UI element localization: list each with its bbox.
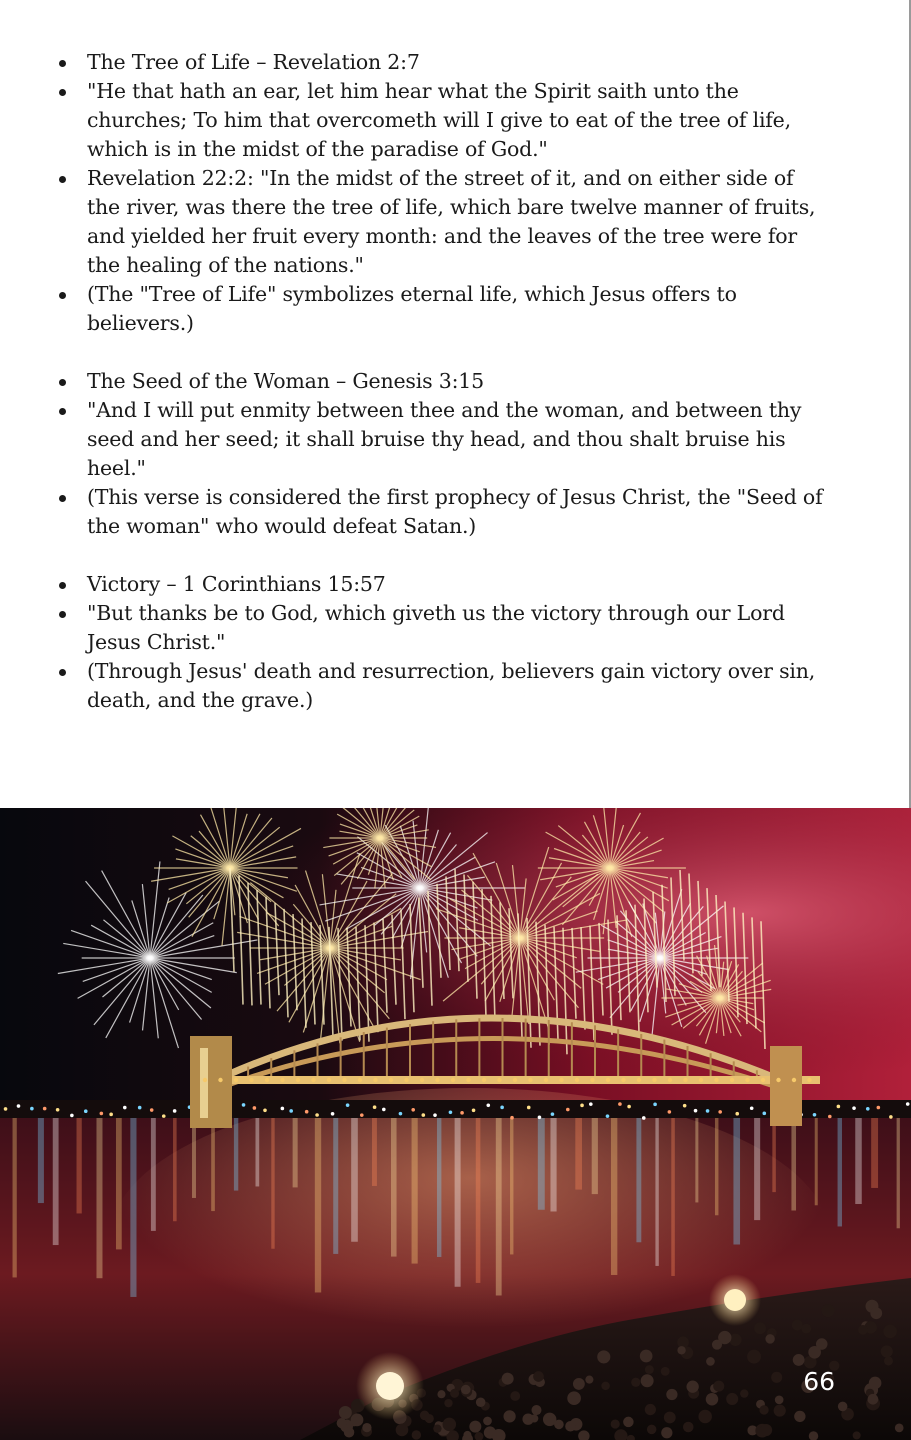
shore-light: [305, 1110, 309, 1114]
light-streak: [13, 1118, 17, 1277]
shore-light: [642, 1116, 646, 1120]
shore-light: [173, 1109, 177, 1113]
crowd-head: [597, 1350, 610, 1363]
crowd-head: [554, 1420, 564, 1430]
shore-light: [866, 1107, 870, 1111]
crowd-head: [838, 1402, 848, 1412]
crowd-head: [774, 1405, 786, 1417]
shore-light: [906, 1102, 910, 1106]
list-item: Victory – 1 Corinthians 15:57: [58, 570, 828, 599]
crowd-head: [565, 1421, 576, 1432]
shore-light: [411, 1108, 415, 1112]
shore-light: [56, 1108, 60, 1112]
crowd-head: [585, 1376, 593, 1384]
deck-light: [203, 1078, 207, 1082]
crowd-head: [443, 1418, 457, 1432]
crowd-head: [712, 1340, 722, 1350]
light-streak: [315, 1118, 321, 1292]
crowd-head: [740, 1389, 748, 1397]
crowd-head: [623, 1417, 634, 1428]
crowd-head: [631, 1378, 640, 1387]
crowd-head: [337, 1418, 347, 1428]
light-streak: [333, 1118, 338, 1254]
list-item: (This verse is considered the first prophecy of Jesus Christ, the "Seed of the woman" who would defeat Satan.): [58, 483, 828, 541]
light-streak: [53, 1118, 59, 1245]
text-content: [58, 48, 828, 744]
shore-light: [706, 1109, 710, 1113]
light-streak: [611, 1118, 617, 1275]
deck-light: [451, 1078, 455, 1082]
deck-light: [606, 1078, 610, 1082]
deck-light: [668, 1078, 672, 1082]
section-victory: [58, 570, 828, 715]
shore-light: [449, 1110, 453, 1114]
shore-light: [828, 1115, 832, 1119]
light-streak: [412, 1118, 418, 1264]
crowd-head: [573, 1378, 585, 1390]
crowd-head: [853, 1431, 861, 1439]
light-streak: [791, 1118, 796, 1211]
shore-light: [373, 1105, 377, 1109]
light-streak: [391, 1118, 397, 1257]
crowd-head: [792, 1320, 803, 1331]
crowd-head: [469, 1421, 481, 1433]
crowd-head: [362, 1423, 371, 1432]
deck-light: [730, 1078, 734, 1082]
crowd-head: [531, 1405, 541, 1415]
crowd-head: [463, 1431, 471, 1439]
crowd-head: [412, 1430, 421, 1439]
shore-light: [162, 1114, 166, 1118]
deck-light: [234, 1078, 238, 1082]
crowd-head: [339, 1406, 352, 1419]
shore-light: [606, 1114, 610, 1118]
section-tree-of-life: [58, 48, 828, 338]
deck-light: [652, 1078, 656, 1082]
shore-light: [399, 1112, 403, 1116]
list-item: Revelation 22:2: "In the midst of the street of it, and on either side of the river, was there the tree of life, which bare twelve manner of fruits, and yielded her fruit every month: and the leaves of the tree were for the healing of the nations.": [58, 164, 828, 280]
crowd-head: [760, 1424, 772, 1436]
light-streak: [151, 1118, 156, 1231]
crowd-head: [461, 1385, 471, 1395]
deck-light: [466, 1078, 470, 1082]
light-streak: [592, 1118, 598, 1194]
shore-light: [877, 1106, 881, 1110]
light-streak: [838, 1118, 842, 1226]
light-streak: [372, 1118, 377, 1186]
list-item: The Seed of the Woman – Genesis 3:15: [58, 367, 828, 396]
light-streak: [496, 1118, 502, 1295]
light-streak: [293, 1118, 298, 1187]
light-streak: [211, 1118, 215, 1211]
deck-light: [389, 1078, 393, 1082]
crowd-head: [483, 1417, 492, 1426]
shore-light: [422, 1113, 426, 1117]
deck-light: [327, 1078, 331, 1082]
deck-light: [559, 1078, 563, 1082]
crowd-head: [433, 1424, 441, 1432]
deck-light: [435, 1078, 439, 1082]
crowd-head: [444, 1399, 452, 1407]
crowd-head: [502, 1373, 514, 1385]
list-item: "And I will put enmity between thee and the woman, and between thy seed and her seed; it shall bruise thy head, and thou shalt bruise his heel.": [58, 396, 828, 483]
shore-light: [813, 1113, 817, 1117]
deck-light: [482, 1078, 486, 1082]
light-streak: [271, 1118, 274, 1249]
crowd-head: [647, 1425, 656, 1434]
shore-light: [360, 1113, 364, 1117]
shore-light: [382, 1108, 386, 1112]
crowd-head: [476, 1397, 486, 1407]
deck-light: [761, 1078, 765, 1082]
crowd-head: [754, 1322, 766, 1334]
shore-light: [346, 1103, 350, 1107]
shore-light: [70, 1114, 74, 1118]
shore-light: [281, 1107, 285, 1111]
crowd-head: [641, 1374, 654, 1387]
shore-light: [589, 1102, 593, 1106]
deck-light: [683, 1078, 687, 1082]
deck-light: [420, 1078, 424, 1082]
deck-light: [776, 1078, 780, 1082]
crowd-head: [437, 1390, 445, 1398]
crowd-head: [794, 1411, 805, 1422]
light-streak: [173, 1118, 177, 1221]
deck-light: [280, 1078, 284, 1082]
light-streak: [476, 1118, 481, 1283]
crowd-head: [611, 1419, 620, 1428]
crowd-head: [759, 1405, 768, 1414]
deck-light: [497, 1078, 501, 1082]
light-streak: [550, 1118, 556, 1211]
fireworks-harbour-bridge-photo: [0, 808, 911, 1440]
list-item: "He that hath an ear, let him hear what the Spirit saith unto the churches; To him that overcometh will I give to eat of the tree of life, which is in the midst of the paradise of God.": [58, 77, 828, 164]
crowd-head: [567, 1391, 581, 1405]
shore-light: [837, 1105, 841, 1109]
shore-light: [4, 1107, 8, 1111]
shore-light: [694, 1109, 698, 1113]
deck-light: [544, 1078, 548, 1082]
list-item: "But thanks be to God, which giveth us the victory through our Lord Jesus Christ.": [58, 599, 828, 657]
crowd-head: [713, 1381, 724, 1392]
light-streak: [575, 1118, 582, 1190]
shore-light: [263, 1109, 267, 1113]
list-item: The Tree of Life – Revelation 2:7: [58, 48, 828, 77]
crowd-head: [351, 1413, 364, 1426]
shore-light: [460, 1111, 464, 1115]
shore-light: [527, 1106, 531, 1110]
shore-light: [852, 1106, 856, 1110]
shore-light: [43, 1107, 47, 1111]
crowd-head: [503, 1410, 515, 1422]
shore-light: [30, 1107, 34, 1111]
crowd-head: [706, 1393, 718, 1405]
light-streak: [897, 1118, 900, 1228]
light-streak: [754, 1118, 760, 1220]
light-streak: [655, 1118, 658, 1266]
shore-light: [627, 1105, 631, 1109]
shore-light: [618, 1102, 622, 1106]
crowd-head: [870, 1307, 882, 1319]
deck-light: [311, 1078, 315, 1082]
light-streak: [510, 1118, 513, 1254]
crowd-head: [793, 1354, 805, 1366]
shore-light: [750, 1106, 754, 1110]
crowd-head: [726, 1393, 738, 1405]
crowd-head: [420, 1411, 430, 1421]
crowd-head: [645, 1365, 654, 1374]
crowd-head: [396, 1424, 409, 1437]
shore-light: [315, 1113, 319, 1117]
shore-light: [150, 1108, 154, 1112]
light-streak: [96, 1118, 102, 1278]
light-streak: [130, 1118, 136, 1297]
light-streak: [116, 1118, 122, 1249]
shore-light: [109, 1113, 113, 1117]
lamp-right: [724, 1289, 746, 1311]
crowd-head: [868, 1394, 879, 1405]
deck-light: [342, 1078, 346, 1082]
light-streak: [636, 1118, 641, 1242]
shore-light: [289, 1109, 293, 1113]
crowd-head: [533, 1371, 544, 1382]
crowd-head: [661, 1427, 672, 1438]
shore-light: [762, 1112, 766, 1116]
crowd-head: [869, 1377, 882, 1390]
deck-light: [575, 1078, 579, 1082]
light-streak: [538, 1118, 545, 1210]
crowd-head: [645, 1404, 656, 1415]
crowd-head: [858, 1325, 868, 1335]
crowd-head: [601, 1382, 610, 1391]
crowd-head: [661, 1367, 670, 1376]
deck-light: [714, 1078, 718, 1082]
crowd-head: [344, 1427, 354, 1437]
crowd-head: [883, 1325, 896, 1338]
bridge-pylon-left: [190, 1036, 232, 1128]
crowd-head: [884, 1356, 893, 1365]
crowd-head: [698, 1410, 712, 1424]
deck-light: [745, 1078, 749, 1082]
deck-light: [792, 1078, 796, 1082]
bridge-deck: [200, 1076, 820, 1084]
section-seed-of-woman: [58, 367, 828, 541]
deck-light: [218, 1078, 222, 1082]
light-streak: [351, 1118, 358, 1242]
deck-light: [513, 1078, 517, 1082]
light-streak: [871, 1118, 878, 1188]
shore-light: [551, 1112, 555, 1116]
light-streak: [38, 1118, 44, 1203]
shore-light: [735, 1112, 739, 1116]
light-streak: [695, 1118, 698, 1202]
page-number: 66: [803, 1367, 835, 1396]
deck-light: [373, 1078, 377, 1082]
crowd-head: [450, 1389, 459, 1398]
deck-light: [358, 1078, 362, 1082]
deck-light: [265, 1078, 269, 1082]
light-streak: [437, 1118, 441, 1257]
shore-light: [566, 1108, 570, 1112]
crowd-head: [706, 1357, 715, 1366]
deck-light: [637, 1078, 641, 1082]
deck-light: [528, 1078, 532, 1082]
shore-light: [510, 1116, 514, 1120]
shore-light: [580, 1104, 584, 1108]
deck-light: [590, 1078, 594, 1082]
list-item: (Through Jesus' death and resurrection, believers gain victory over sin, death, and the grave.): [58, 657, 828, 715]
fireworks-illustration: [0, 808, 911, 1440]
crowd-head: [801, 1324, 811, 1334]
crowd-head: [881, 1345, 893, 1357]
shore-light: [683, 1104, 687, 1108]
shore-light: [486, 1103, 490, 1107]
lamp-left: [376, 1372, 404, 1400]
deck-light: [699, 1078, 703, 1082]
light-streak: [671, 1118, 675, 1276]
shore-light: [718, 1110, 722, 1114]
crowd-head: [677, 1336, 689, 1348]
shore-light: [123, 1106, 127, 1110]
shore-light: [84, 1109, 88, 1113]
pylon-left-highlight: [200, 1048, 208, 1118]
crowd-head: [510, 1391, 520, 1401]
light-streak: [234, 1118, 238, 1191]
shore-light: [100, 1112, 104, 1116]
shore-light: [433, 1113, 437, 1117]
shore-light: [889, 1115, 893, 1119]
shore-light: [331, 1112, 335, 1116]
light-streak: [192, 1118, 196, 1198]
shore-light: [538, 1115, 542, 1119]
crowd-head: [683, 1422, 694, 1433]
crowd-head: [522, 1414, 533, 1425]
light-streak: [77, 1118, 82, 1213]
crowd-head: [686, 1381, 698, 1393]
crowd-head: [765, 1334, 774, 1343]
light-streak: [772, 1118, 775, 1192]
light-streak: [255, 1118, 259, 1186]
crowd-head: [747, 1350, 761, 1364]
list-item: (The "Tree of Life" symbolizes eternal life, which Jesus offers to believers.): [58, 280, 828, 338]
crowd-head: [664, 1412, 676, 1424]
crowd-head: [775, 1395, 784, 1404]
deck-light: [249, 1078, 253, 1082]
shore-light: [653, 1103, 657, 1107]
light-streak: [733, 1118, 740, 1245]
shore-light: [242, 1103, 246, 1107]
crowd-head: [677, 1346, 685, 1354]
crowd-head: [640, 1350, 653, 1363]
light-streak: [455, 1118, 461, 1287]
crowd-head: [808, 1346, 821, 1359]
shore-light: [138, 1106, 142, 1110]
deck-light: [404, 1078, 408, 1082]
light-streak: [715, 1118, 718, 1215]
deck-light: [296, 1078, 300, 1082]
deck-light: [807, 1078, 811, 1082]
crowd-head: [771, 1372, 782, 1383]
shore-light: [500, 1106, 504, 1110]
shore-light: [472, 1108, 476, 1112]
crowd-head: [821, 1304, 834, 1317]
bridge-pylon-right: [770, 1046, 802, 1126]
shore-light: [253, 1106, 257, 1110]
light-streak: [855, 1118, 861, 1204]
crowd-head: [895, 1424, 904, 1433]
shore-light: [17, 1104, 21, 1108]
shore-light: [668, 1110, 672, 1114]
light-streak: [815, 1118, 818, 1205]
deck-light: [621, 1078, 625, 1082]
crowd-head: [666, 1389, 677, 1400]
